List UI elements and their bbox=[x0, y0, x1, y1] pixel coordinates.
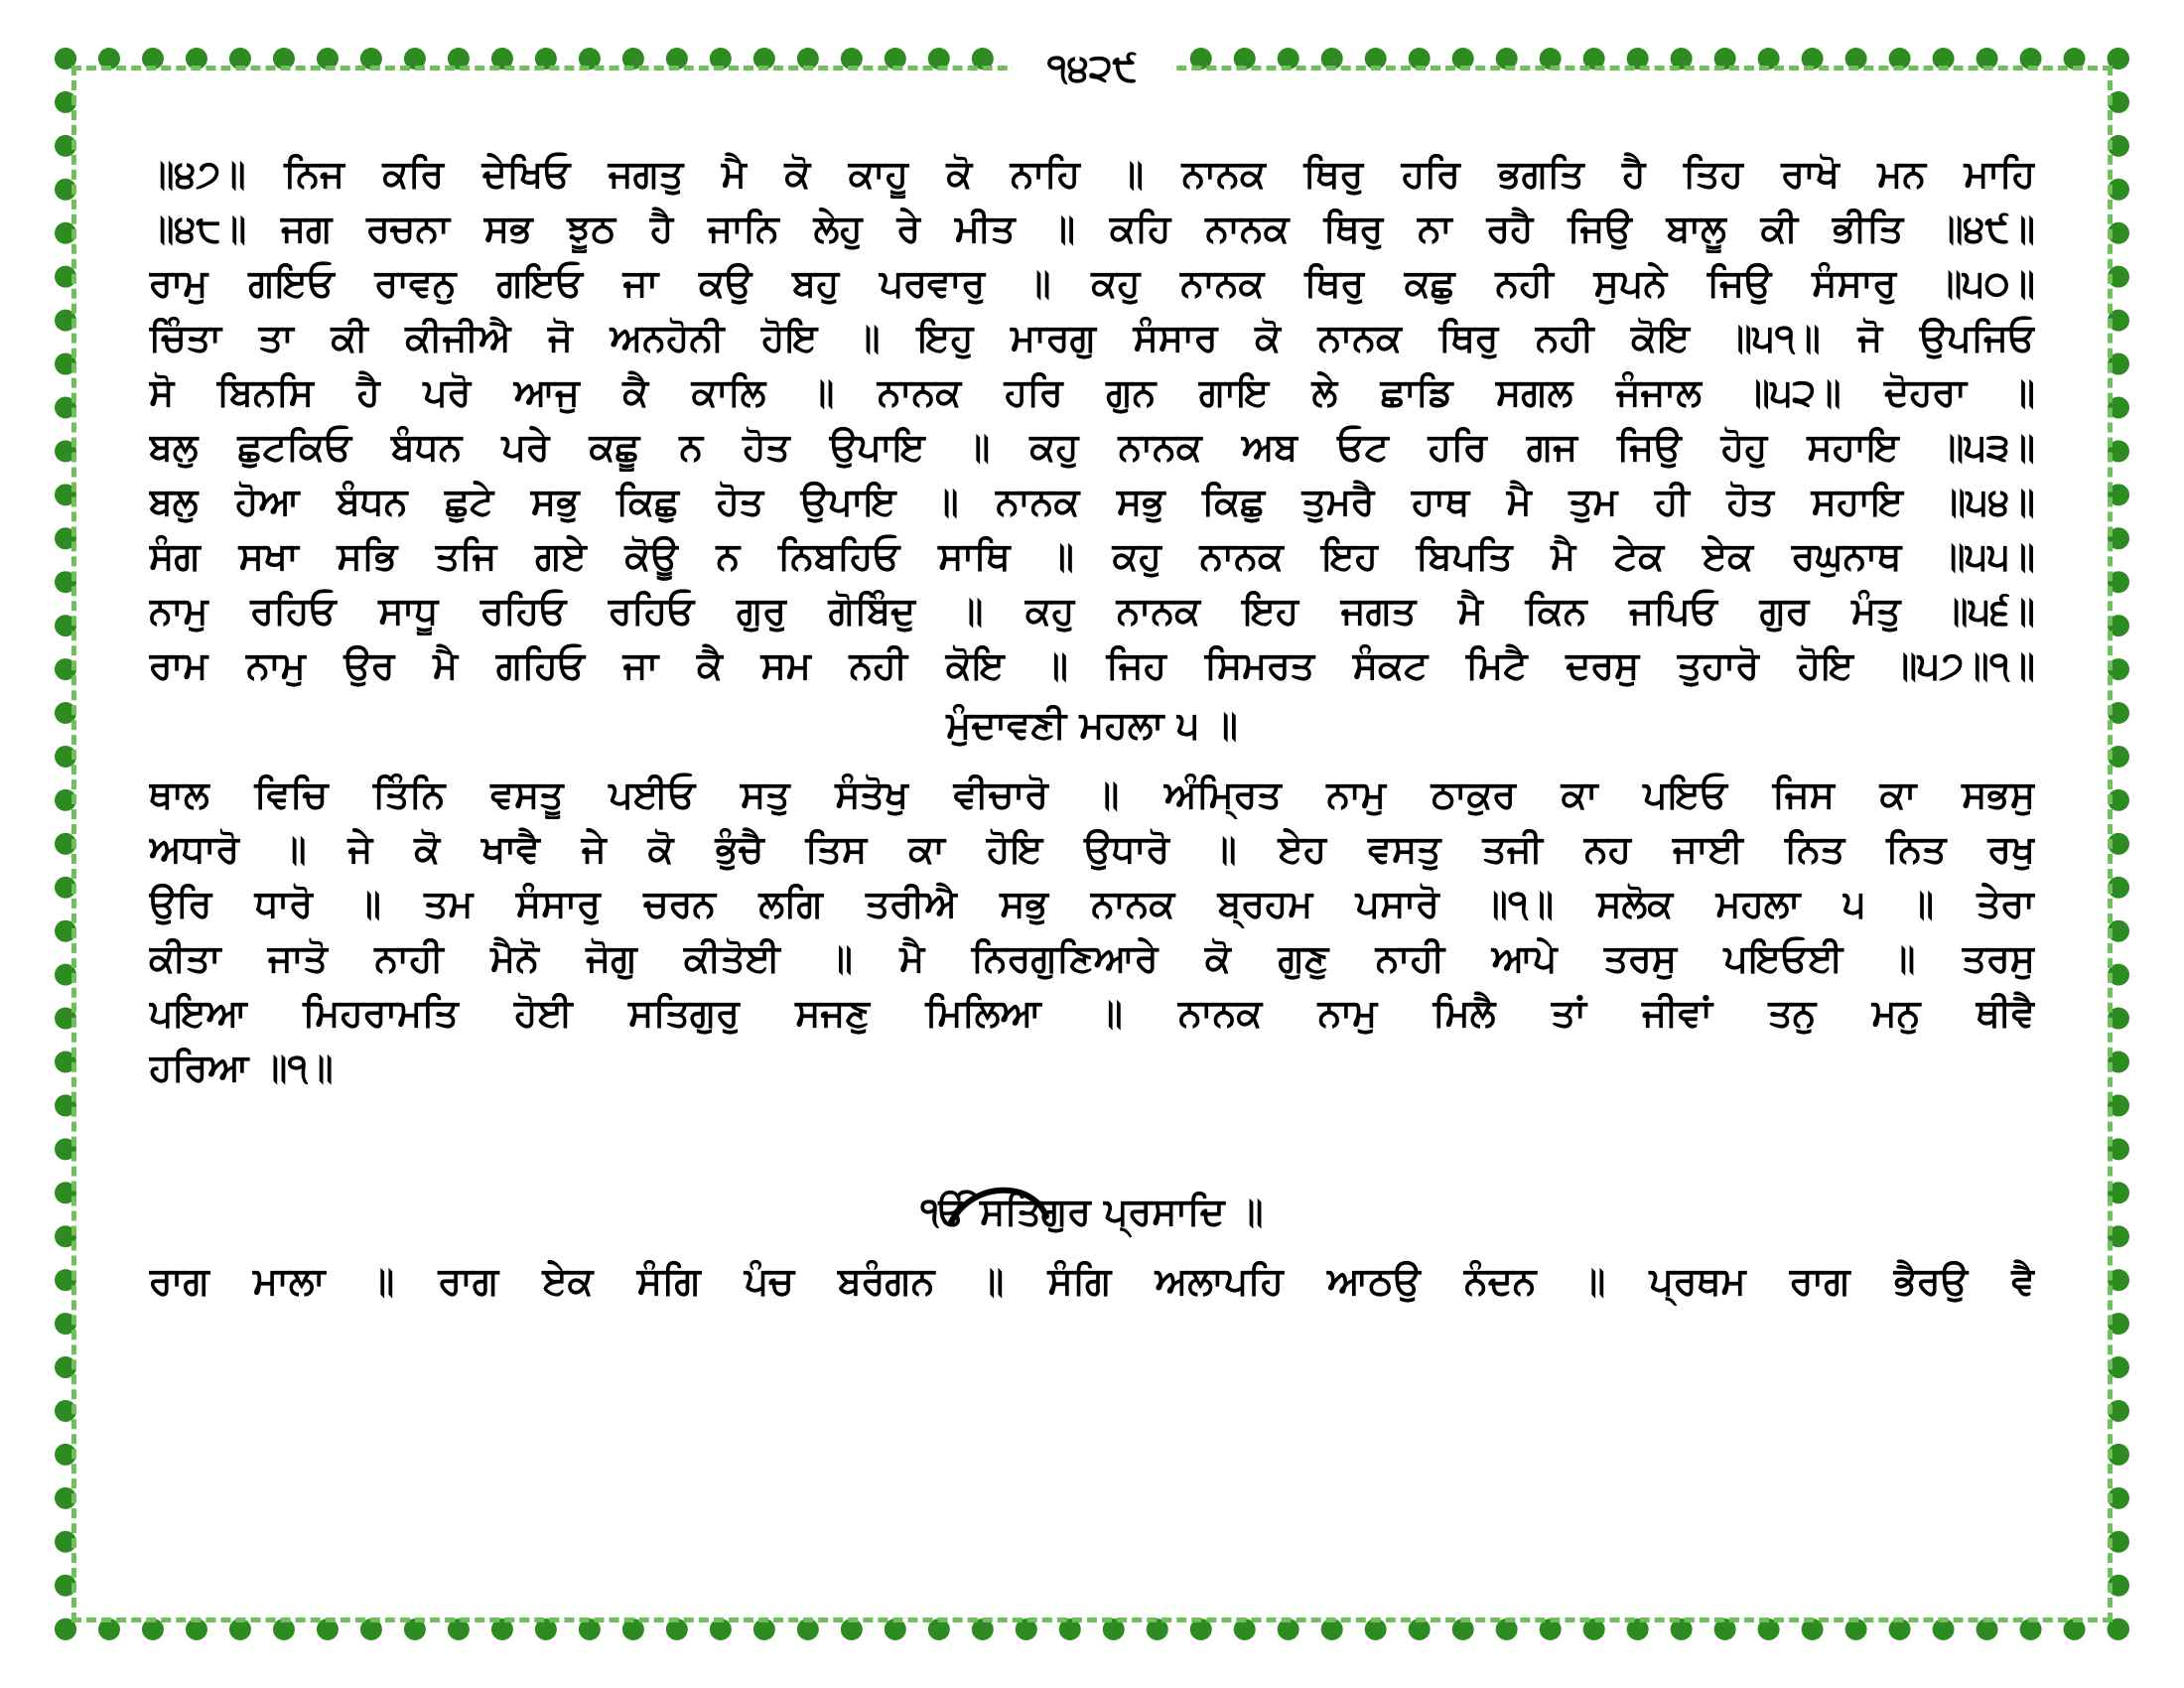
text-line: ਹਰਿਆ ॥੧॥ bbox=[149, 1046, 334, 1089]
page-number: ੧੪੨੯ bbox=[1013, 40, 1171, 95]
text-line: ਸੋ ਬਿਨਸਿ ਹੈ ਪਰੋ ਆਜੁ ਕੈ ਕਾਲਿ ॥ ਨਾਨਕ ਹਰਿ ਗੁਨ ਗਾਇ ਲੇ ਛਾਡਿ ਸਗਲ ਜੰਜਾਲ ॥੫੨॥ ਦੋਹਰਾ ॥ bbox=[149, 370, 2035, 414]
section-heading: ਮੁੰਦਾਵਣੀ ਮਹਲਾ ੫ ॥ bbox=[946, 703, 1238, 747]
text-line: ਨਾਮੁ ਰਹਿਓ ਸਾਧੂ ਰਹਿਓ ਰਹਿਓ ਗੁਰੁ ਗੋਬਿੰਦੁ ॥ ਕਹੁ ਨਾਨਕ ਇਹ ਜਗਤ ਮੈ ਕਿਨ ਜਪਿਓ ਗੁਰ ਮੰਤੁ ॥੫੬॥ bbox=[149, 589, 2035, 633]
text-line: ਸੰਗ ਸਖਾ ਸਭਿ ਤਜਿ ਗਏ ਕੋਊ ਨ ਨਿਬਹਿਓ ਸਾਥਿ ॥ ਕਹੁ ਨਾਨਕ ਇਹ ਬਿਪਤਿ ਮੈ ਟੇਕ ਏਕ ਰਘੁਨਾਥ ॥੫੫॥ bbox=[149, 534, 2035, 578]
onkar-flourish-icon bbox=[943, 1187, 1052, 1226]
text-line: ਅਧਾਰੋ ॥ ਜੇ ਕੋ ਖਾਵੈ ਜੇ ਕੋ ਭੁੰਚੈ ਤਿਸ ਕਾ ਹੋਇ ਉਧਾਰੋ ॥ ਏਹ ਵਸਤੁ ਤਜੀ ਨਹ ਜਾਈ ਨਿਤ ਨਿਤ ਰਖੁ bbox=[149, 827, 2035, 871]
section-heading-invocation: ੴ ਸਤਿਗੁਰ ਪ੍ਰਸਾਦਿ ॥ bbox=[920, 1190, 1264, 1233]
text-line: ਚਿੰਤਾ ਤਾ ਕੀ ਕੀਜੀਐ ਜੋ ਅਨਹੋਨੀ ਹੋਇ ॥ ਇਹੁ ਮਾਰਗੁ ਸੰਸਾਰ ਕੋ ਨਾਨਕ ਥਿਰੁ ਨਹੀ ਕੋਇ ॥੫੧॥ ਜੋ ਉਪਜਿਓ bbox=[149, 316, 2035, 359]
text-line: ॥੪੭॥ ਨਿਜ ਕਰਿ ਦੇਖਿਓ ਜਗਤੁ ਮੈ ਕੋ ਕਾਹੂ ਕੋ ਨਾਹਿ ॥ ਨਾਨਕ ਥਿਰੁ ਹਰਿ ਭਗਤਿ ਹੈ ਤਿਹ ਰਾਖੋ ਮਨ ਮਾਹਿ bbox=[149, 152, 2035, 196]
text-line: ਬਲੁ ਛੁਟਕਿਓ ਬੰਧਨ ਪਰੇ ਕਛੂ ਨ ਹੋਤ ਉਪਾਇ ॥ ਕਹੁ ਨਾਨਕ ਅਬ ਓਟ ਹਰਿ ਗਜ ਜਿਉ ਹੋਹੁ ਸਹਾਇ ॥੫੩॥ bbox=[149, 425, 2035, 469]
text-line: ਪਇਆ ਮਿਹਰਾਮਤਿ ਹੋਈ ਸਤਿਗੁਰੁ ਸਜਣੁ ਮਿਲਿਆ ॥ ਨਾਨਕ ਨਾਮੁ ਮਿਲੈ ਤਾਂ ਜੀਵਾਂ ਤਨੁ ਮਨੁ ਥੀਵੈ bbox=[149, 991, 2035, 1035]
text-line: ਬਲੁ ਹੋਆ ਬੰਧਨ ਛੁਟੇ ਸਭੁ ਕਿਛੁ ਹੋਤ ਉਪਾਇ ॥ ਨਾਨਕ ਸਭੁ ਕਿਛੁ ਤੁਮਰੈ ਹਾਥ ਮੈ ਤੁਮ ਹੀ ਹੋਤ ਸਹਾਇ ॥੫੪॥ bbox=[149, 480, 2035, 523]
scripture-text bbox=[149, 149, 2035, 1569]
text-line: ਕੀਤਾ ਜਾਤੋ ਨਾਹੀ ਮੈਨੋ ਜੋਗੁ ਕੀਤੋਈ ॥ ਮੈ ਨਿਰਗੁਣਿਆਰੇ ਕੋ ਗੁਣੁ ਨਾਹੀ ਆਪੇ ਤਰਸੁ ਪਇਓਈ ॥ ਤਰਸੁ bbox=[149, 936, 2035, 980]
text-line: ਰਾਗ ਮਾਲਾ ॥ ਰਾਗ ਏਕ ਸੰਗਿ ਪੰਚ ਬਰੰਗਨ ॥ ਸੰਗਿ ਅਲਾਪਹਿ ਆਠਉ ਨੰਦਨ ॥ ਪ੍ਰਥਮ ਰਾਗ ਭੈਰਉ ਵੈ bbox=[149, 1259, 2035, 1303]
text-line: ॥੪੮॥ ਜਗ ਰਚਨਾ ਸਭ ਝੂਠ ਹੈ ਜਾਨਿ ਲੇਹੁ ਰੇ ਮੀਤ ॥ ਕਹਿ ਨਾਨਕ ਥਿਰੁ ਨਾ ਰਹੈ ਜਿਉ ਬਾਲੂ ਕੀ ਭੀਤਿ ॥੪੯॥ bbox=[149, 207, 2035, 250]
text-line: ਉਰਿ ਧਾਰੋ ॥ ਤਮ ਸੰਸਾਰੁ ਚਰਨ ਲਗਿ ਤਰੀਐ ਸਭੁ ਨਾਨਕ ਬ੍ਰਹਮ ਪਸਾਰੋ ॥੧॥ ਸਲੋਕ ਮਹਲਾ ੫ ॥ ਤੇਰਾ bbox=[149, 882, 2035, 925]
text-line: ਥਾਲ ਵਿਚਿ ਤਿੰਨਿ ਵਸਤੂ ਪਈਓ ਸਤੁ ਸੰਤੋਖੁ ਵੀਚਾਰੋ ॥ ਅੰਮ੍ਰਿਤ ਨਾਮੁ ਠਾਕੁਰ ਕਾ ਪਇਓ ਜਿਸ ਕਾ ਸਭਸੁ bbox=[149, 773, 2035, 816]
text-line: ਰਾਮੁ ਗਇਓ ਰਾਵਨੁ ਗਇਓ ਜਾ ਕਉ ਬਹੁ ਪਰਵਾਰੁ ॥ ਕਹੁ ਨਾਨਕ ਥਿਰੁ ਕਛੁ ਨਹੀ ਸੁਪਨੇ ਜਿਉ ਸੰਸਾਰੁ ॥੫੦॥ bbox=[149, 261, 2035, 305]
text-line: ਰਾਮ ਨਾਮੁ ਉਰ ਮੈ ਗਹਿਓ ਜਾ ਕੈ ਸਮ ਨਹੀ ਕੋਇ ॥ ਜਿਹ ਸਿਮਰਤ ਸੰਕਟ ਮਿਟੈ ਦਰਸੁ ਤੁਹਾਰੋ ਹੋਇ ॥੫੭॥੧॥ bbox=[149, 643, 2035, 687]
